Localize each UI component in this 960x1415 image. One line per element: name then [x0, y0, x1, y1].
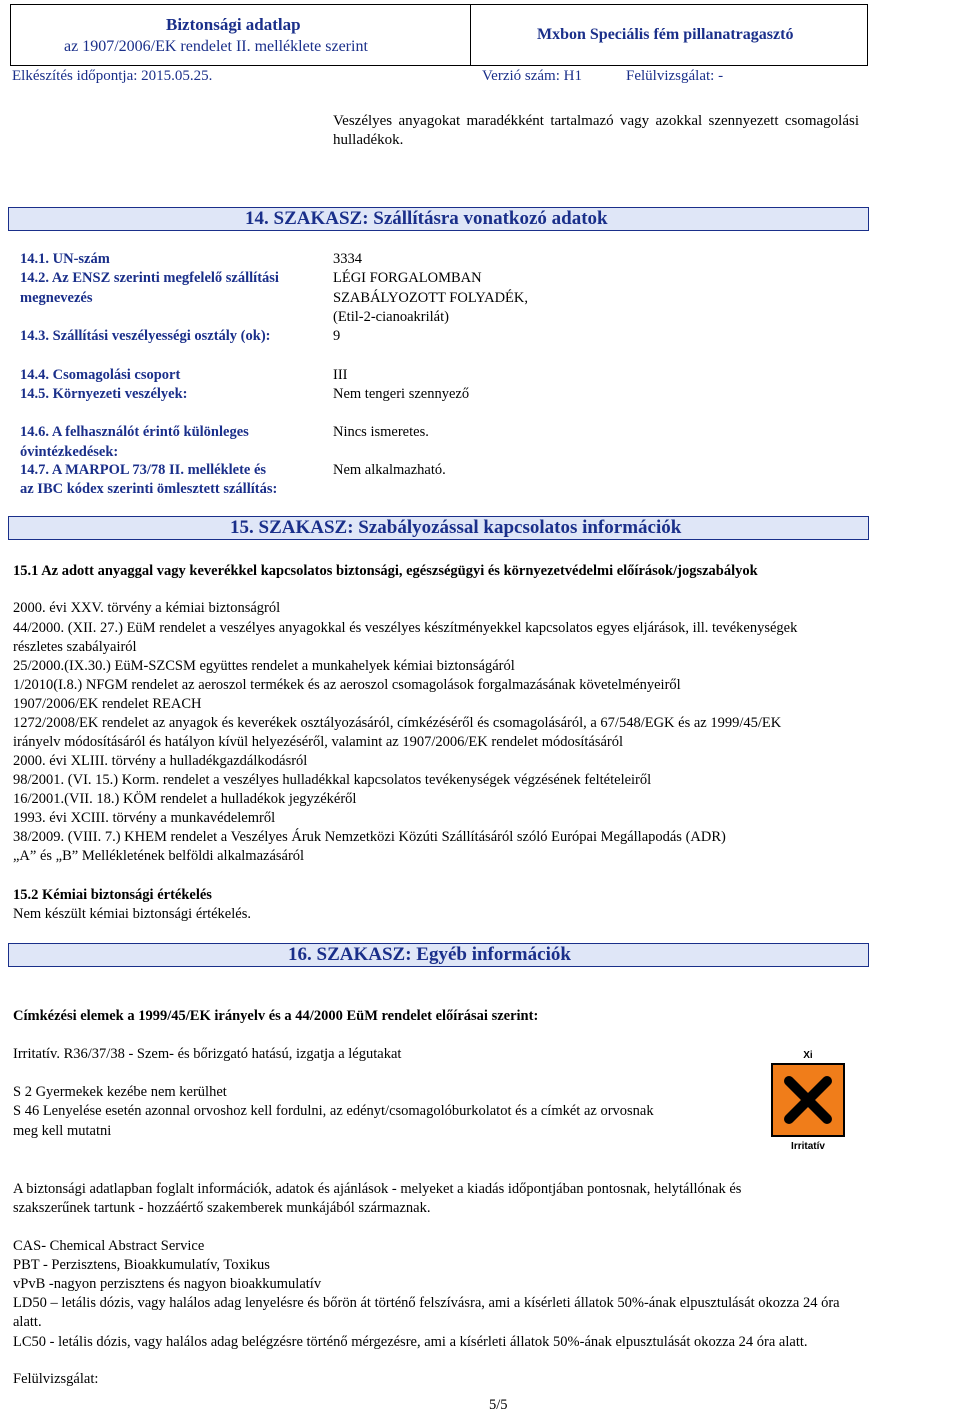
section-16-header: [8, 943, 869, 967]
marpol-label-line1: 14.7. A MARPOL 73/78 II. melléklete és: [20, 462, 267, 478]
law-item: 2000. évi XLIII. törvény a hulladékgazdálkodásról: [13, 753, 308, 769]
section-16-title: 16. SZAKASZ: Egyéb információk: [288, 944, 571, 965]
chemical-safety-assessment-text: Nem készült kémiai biztonsági értékelés.: [13, 906, 251, 922]
section-14-header: [8, 207, 869, 231]
labelling-heading: Címkézési elemek a 1999/45/EK irányelv és a 44/2000 EüM rendelet előírásai szerint:: [13, 1008, 539, 1024]
waste-packaging-text: Veszélyes anyagokat maradékként tartalmazó vagy azokkal szennyezett csomagolási hulladékok.: [333, 113, 859, 148]
law-item: 38/2009. (VIII. 7.) KHEM rendelet a Veszélyes Áruk Nemzetközi Közúti Szállításáról szóló Európai Megállapodás (ADR): [13, 829, 726, 845]
law-item: 98/2001. (VI. 15.) Korm. rendelet a veszélyes hulladékkal kapcsolatos tevékenységek végzésének feltételeiről: [13, 772, 652, 788]
review-label: Felülvizsgálat:: [13, 1371, 99, 1387]
law-item: részletes szabályairól: [13, 639, 137, 655]
law-item: 16/2001.(VII. 18.) KÖM rendelet a hulladékok jegyzékéről: [13, 791, 357, 807]
marpol-value: Nem alkalmazható.: [333, 462, 446, 478]
law-item: 25/2000.(IX.30.) EüM-SZCSM együttes rendelet a munkahelyek kémiai biztonságáról: [13, 658, 515, 674]
environmental-hazards-value: Nem tengeri szennyező: [333, 386, 470, 402]
version-number: Verzió szám: H1: [482, 68, 582, 84]
header-divider: [470, 4, 471, 66]
marpol-label-cont: az IBC kódex szerinti ömlesztett szállítás:: [20, 481, 278, 497]
shipping-name-value-substance: (Etil-2-cianoakrilát): [333, 309, 449, 325]
un-number-label: 14.1. UN-szám: [20, 251, 110, 267]
abbreviation-vpvb: vPvB -nagyon perzisztens és nagyon bioakkumulatív: [13, 1276, 322, 1292]
special-precautions-value: Nincs ismeretes.: [333, 424, 429, 440]
marpol-label: [20, 461, 321, 480]
law-item: 1272/2008/EK rendelet az anyagok és keverékek osztályozásáról, címkézéséről és csomagolásáról, a 67/548/EGK és az 1999/45/EK: [13, 715, 782, 731]
law-item: 44/2000. (XII. 27.) EüM rendelet a veszélyes anyagokkal és veszélyes készítményekkel kapcsolatos egyes eljárások, ill. tevékenységek: [13, 620, 798, 636]
packing-group-value: III: [333, 367, 348, 383]
packing-group-label: 14.4. Csomagolási csoport: [20, 367, 181, 383]
product-name: Mxbon Speciális fém pillanatragasztó: [537, 26, 794, 43]
hazard-class-label: 14.3. Szállítási veszélyességi osztály (ok):: [20, 328, 271, 344]
shipping-name-value-cont: SZABÁLYOZOTT FOLYADÉK,: [333, 290, 528, 306]
regulations-subheading: 15.1 Az adott anyaggal vagy keverékkel kapcsolatos biztonsági, egészségügyi és környezetvédelmi előírások/jogszabályok: [13, 563, 758, 579]
hazard-symbol-label: Irritatív: [791, 1141, 825, 1152]
abbreviation-ld50-cont: alatt.: [13, 1314, 42, 1330]
law-item: 1/2010(I.8.) NFGM rendelet az aeroszol termékek és az aeroszol csomagolások forgalmazásának követelményeiről: [13, 677, 681, 693]
shipping-name-label-cont: megnevezés: [20, 290, 93, 306]
section-15-title: 15. SZAKASZ: Szabályozással kapcsolatos információk: [230, 517, 682, 538]
abbreviation-ld50: LD50 – letális dózis, vagy halálos adag lenyelésre és bőrön át történő felszívásra, ami a kísérleti állatok 50%-ának elpusztulását okozza 24 óra: [13, 1295, 840, 1311]
abbreviation-lc50: LC50 - letális dózis, vagy halálos adag belégzésre történő mérgezésre, ami a kísérleti állatok 50%-ának elpusztulását okozza 24 óra alatt.: [13, 1334, 808, 1350]
law-item: „A” és „B” Mellékletének belföldi alkalmazásáról: [13, 848, 305, 864]
chemical-safety-assessment-heading: 15.2 Kémiai biztonsági értékelés: [13, 887, 212, 903]
special-precautions-label-line1: 14.6. A felhasználót érintő különleges: [20, 424, 249, 440]
abbreviation-cas: CAS- Chemical Abstract Service: [13, 1238, 205, 1254]
document-subtitle: az 1907/2006/EK rendelet II. melléklete szerint: [64, 38, 368, 55]
risk-phrase: Irritatív. R36/37/38 - Szem- és bőrizgató hatású, izgatja a légutakat: [13, 1046, 402, 1062]
disclaimer-text-cont: szakszerűnek tartunk - hozzáértő szakemberek munkájából származnak.: [13, 1200, 431, 1216]
disclaimer-text: A biztonsági adatlapban foglalt információk, adatok és ajánlások - melyeket a kiadás időpontjában pontosnak, helytállónak és: [13, 1181, 742, 1197]
safety-phrase-s46-cont: meg kell mutatni: [13, 1123, 112, 1139]
revision-info: Felülvizsgálat: -: [626, 68, 724, 84]
law-item: irányelv módosításáról és hatályon kívül helyezéséről, valamint az 1907/2006/EK rendelet módosításáról: [13, 734, 624, 750]
preparation-date: Elkészítés időpontja: 2015.05.25.: [12, 68, 213, 84]
irritant-x-icon: [771, 1063, 845, 1137]
hazard-symbol-code: Xi: [803, 1050, 813, 1061]
abbreviation-pbt: PBT - Perzisztens, Bioakkumulatív, Toxikus: [13, 1257, 270, 1273]
shipping-name-value: LÉGI FORGALOMBAN: [333, 270, 482, 286]
page-number: 5/5: [489, 1397, 508, 1413]
safety-phrase-s2: S 2 Gyermekek kezébe nem kerülhet: [13, 1084, 227, 1100]
law-item: 1907/2006/EK rendelet REACH: [13, 696, 202, 712]
law-item: 2000. évi XXV. törvény a kémiai biztonságról: [13, 600, 281, 616]
special-precautions-label-cont: óvintézkedések:: [20, 444, 119, 460]
law-item: 1993. évi XCIII. törvény a munkavédelemről: [13, 810, 276, 826]
environmental-hazards-label: 14.5. Környezeti veszélyek:: [20, 386, 188, 402]
irritant-hazard-icon: [771, 1050, 845, 1154]
document-title: Biztonsági adatlap: [166, 15, 301, 34]
safety-phrase-s46: S 46 Lenyelése esetén azonnal orvoshoz kell fordulni, az edényt/csomagolóburkolatot és a címkét az orvosnak: [13, 1103, 654, 1119]
hazard-class-value: 9: [333, 328, 341, 344]
shipping-name-label: 14.2. Az ENSZ szerinti megfelelő szállítási: [20, 270, 279, 286]
un-number-value: 3334: [333, 251, 362, 267]
section-15-header: [8, 516, 869, 540]
section-14-title: 14. SZAKASZ: Szállításra vonatkozó adatok: [245, 208, 608, 229]
special-precautions-label: [20, 423, 321, 442]
